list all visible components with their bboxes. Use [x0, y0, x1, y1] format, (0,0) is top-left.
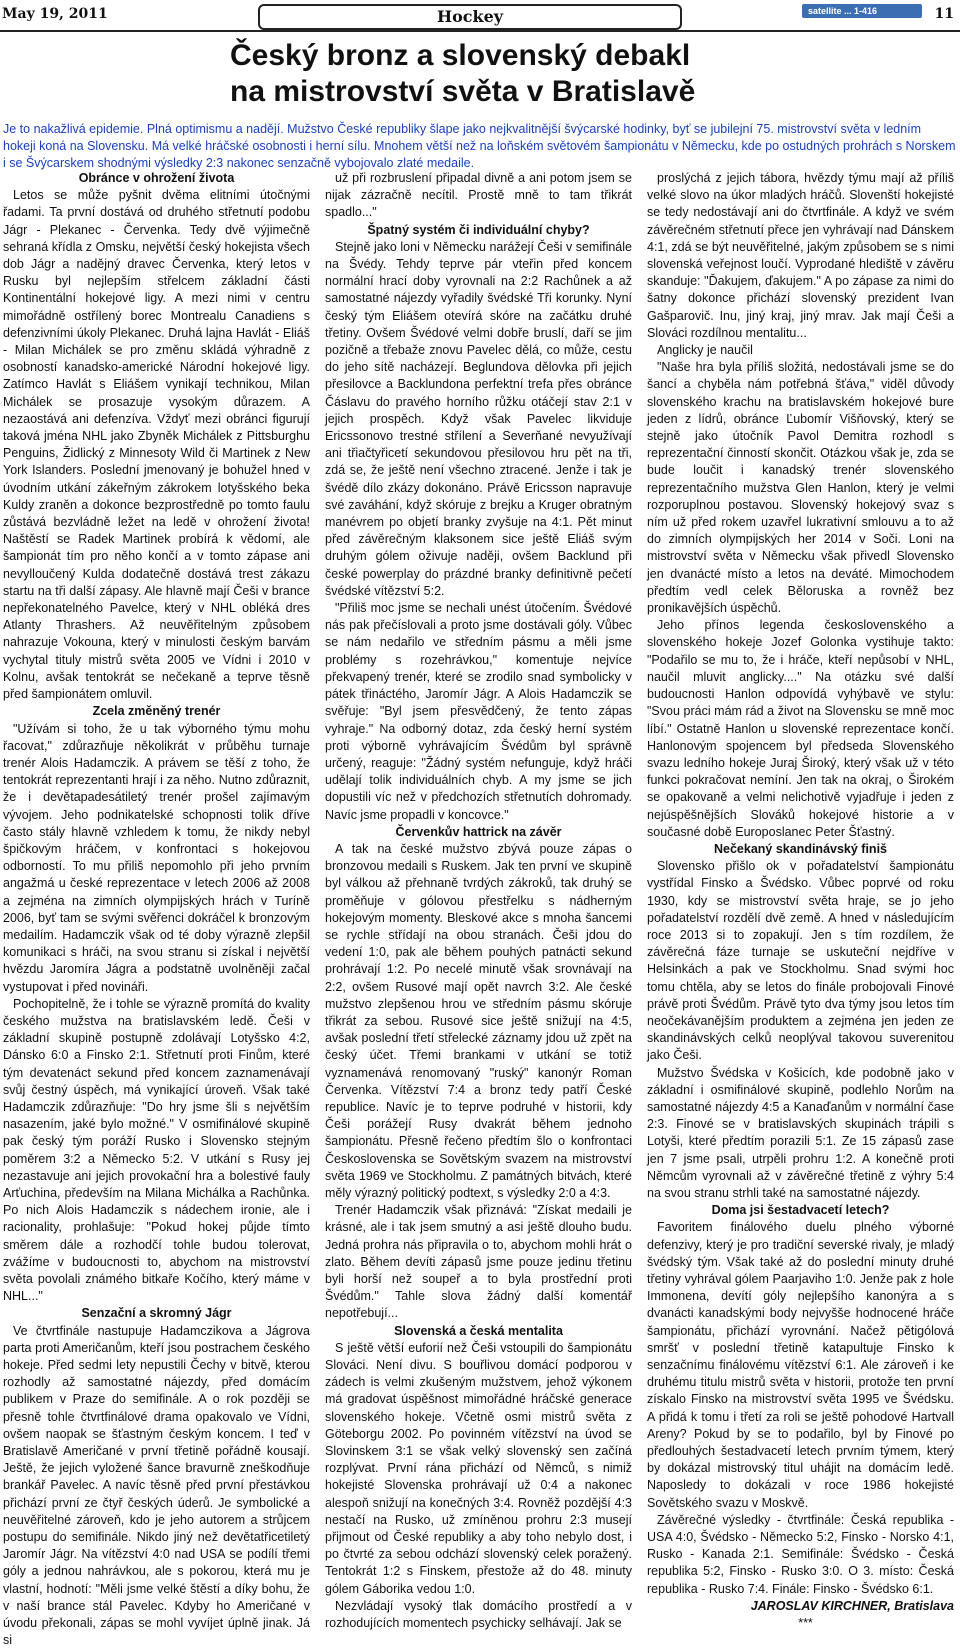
article-column-3: [647, 170, 954, 1632]
subheading: Zcela změněný trenér: [92, 704, 221, 719]
sponsor-logo: satellite ... 1-416: [802, 4, 922, 18]
author-signature: JAROSLAV KIRCHNER, Bratislava: [750, 1598, 954, 1613]
paragraph: Pochopitelně, že i tohle se výrazně promítá do kvality českého mužstva na bratislavském ledě. Češi v základní skupině postupně zdolávají Lotyšsko 4:2, Dánsko 6:0 a Finsko 2:1. Střetnutí proti Finům, které tým devatenáct sekund před koncem zaznamenávají svůj čestný úspěch, má vynikající úroveň. Však také Hadamczik zdůrazňuje: "Do hry jsme šli s největším nasazením, jaké bylo možné." V osmifinálové skupině pak český tým poráží Rusko i Slovensko stejným poměrem 3:2 a Německo 5:2. V utkání s Rusy jej nezastavuje ani jejich provokační hra a bolestivé fauly Arťuchina, především na Milana Michálka a Rachůnka. Po nich Alois Hadamczik s nádechem ironie, ale i racionality, prohlašuje: "Pokud hokej půjde tímto směrem dále a rozhodčí tohle budou tolerovat, zvážíme v budoucnosti to, abychom na mistrovství světa povolali známého bitkaře Kočího, který máme v NHL...": [3, 996, 310, 1304]
issue-date: May 19, 2011: [2, 6, 108, 22]
subheading: Doma jsi šestadvacetí letech?: [711, 1203, 890, 1218]
subheading: Nečekaný skandinávský finiš: [713, 841, 887, 856]
paragraph: Nezvládají vysoký tlak domácího prostředí a v rozhodujících momentech psychicky selhávají. Jak se: [325, 1598, 632, 1631]
paragraph: Trenér Hadamczik však přiznává: "Získat medaili je krásné, ale i tak jsem smutný a asi ještě dlouho budu. Jedná prohra nás připravila o to, abychom mohli hrát o zlato. Během devíti zápasů jsme pouze jedinu třetinu byli horší než soupeř a to byla prostřední proti Švédům." Tahle slova žádný další komentář nepotřebují...: [325, 1203, 632, 1321]
paragraph: Stejně jako loni v Německu narážejí Češi v semifinále na Švédy. Tehdy teprve pár vteřin před koncem normální hrací doby vyrovnali na 2:2 Rachůnek a až samostatné nájezdy vyřadily švédské Tři korunky. Nyní český tým Eliášem otevírá skóre na začátku druhé třetiny. Ovšem Švédové velmi dobře bruslí, daří se jim pozičně a třebaže znovu Pavelec dělá, co může, cestu do jeho sítě nacházejí. Beglundova dělovka při jejich přesilovce a Backlundona perfektní trefa přes obránce Čáslavu do pravého horního růžku otáčejí stav 2:1 v jejich prospěch. Když však Pavelec likviduje Ericssonovo trestné střílení a Severňané nevyužívají ani třiačtyřicetí sekundovou přesilovou hru pět na tři, zdá se, že ještě není všechno ztracené. Jenže i tak je švédě dílo zkázy dokonáno. Právě Ericsson napravuje své zaváhání, když skóruje z brejku a Kruger obratným manévrem po objetí branky zvyšuje na 4:1. Pět minut před závěrečným klaksonem sice ještě Eliáš svým druhým gólem oživuje naději, ovšem Backlund při české powerplay do prázdné branky definitivně pečetí švédské vítězství 5:2.: [325, 239, 632, 598]
paragraph: S ještě větší euforií než Češi vstoupili do šampionátu Slováci. Není divu. S bouřlivou domácí podporou v zádech is velmi zkušeným mužstvem, jehož výkonem má gradovat úspěšnost mimořádné hráčské generace slovenského hokeje. Včetně osmi mistrů světa z Göteborgu 2002. Po povinném vítězství na úvod se Slovinskem 3:1 se však velký slovenský sen začíná rozplývat. První rána přichází od Němců, s nimiž hokejisté Slovenska prohrávají už 0:4 a nakonec alespoň snižují na konečných 3:4. Rovněž pozdější 4:3 nestačí na Rusko, už zmíněnou prohru 2:3 musejí přijmout od České republiky a aby toho nebylo dost, i po čtvrté za sebou odchází slovenský celek poražený. Tentokrát 1:2 s Finskem, přestože až do 48. minuty gólem Gáborika vedou 1:0.: [325, 1340, 632, 1596]
paragraph: Mužstvo Švédska v Košicích, kde podobně jako v základní i osmifinálové skupině, podlehlo Norům na samostatné nájezdy 4:5 a Kanaďanům v normální čase 2:3. Finové se v bratislavských skupinách trápili s Lotyši, které předtím porazili 5:1. Ze 15 zápasů zase jen 7 jsme psali, utrpěli prohru 1:2. A konečně proti Němcům vyrovnali až v závěrečné třetině z výhry 5:4 na svou stranu strhli také na samostatné nájezdy.: [647, 1065, 954, 1200]
paragraph: "Naše hra byla příliš složitá, nedostávali jsme se do šancí a chyběla nám potřebná šťáva," viděl důvody slovenského krachu na bratislavském hokejové bure jeden z lídrů, obránce Ľubomír Višňovský, který se stejně jako útočník Pavol Demitra rozhodl s reprezentační činností skončit. Otázkou však je, zda se bude loučit i kanadský trenér slovenského reprezentačního mužstva Glen Hanlon, který je velmi rozporuplnou postavou. Slovenský hokejový svaz s ním už před rokem uzavřel lukrativní smlouvu a to až do zimních olympijských her 2014 v Soči. Loni na mistrovství světa v Německu však přivedl Slovensko jen dvanácté místo a letos na deváté. Mimochodem předtím vedl celek Běloruska a rovněž bez pronikavějších úspěchů.: [647, 360, 954, 616]
subheading: Obránce v ohrožení života: [78, 171, 235, 185]
article-column-1: [3, 170, 310, 1649]
subheading: Červenkův hattrick na závěr: [395, 824, 562, 839]
paragraph: A tak na české mužstvo zbývá pouze zápas o bronzovou medaili s Ruskem. Jak ten první ve skupině byl válkou až přehnaně tvrdých zákroků, tak druhý se proměňuje v gólovou přestřelku s nádherným hokejovým momenty. Bleskové akce s mnoha šancemi se rychle střídají na obou stranách. Češi jdou do vedení 1:0, pak ale během pouhých patnácti sekund prohrávají 1:2. Po necelé minutě však srovnávají na 2:2, ovšem Rusové mají opět navrch 3:2. Ale české mužstvo zlepšenou hrou ve středním pásmu skóruje třikrát za sebou. Rusové sice ještě snižují na 4:5, avšak poslední třetí střelecké záznamy jdou už zpět na český účet. Třemi brankami v utkání se totiž vyznamenává renomovaný "ruský" kanonýr Roman Červenka. Vítězství 7:4 a bronz tedy patří České republice. Navíc je to teprve podruhé v historii, kdy Češi porážejí Rusy dvakrát během jednoho šampionátu. Přesně řečeno předtím šlo o konfrontaci Československa se Sovětským svazem na mistrovství světa 1969 ve Stockholmu. Z památných bitvách, které měly výrazný politický podtext, s výsledky 2:0 a 4:3.: [325, 841, 632, 1200]
paragraph: Slovensko přišlo ok v pořadatelství šampionátu vystřídal Finsko a Švédsko. Vůbec poprvé od roku 1930, kdy se mistrovství světa hraje, se jo jeho pořadatelství rozdělí dvě země. A hned v následujícím roce 2013 si to zopakují. Jen s tím rozdílem, že závěrečná fáze turnaje se uskuteční nejdříve v Helsinkách a pak ve Stockholmu. Snad svými hoc tomu chtěla, aby se letos do finále probojovali Finové právě proti Švédům. Právě tyto dva týmy jsou letos tím neočekávanějším produktem a zejména jen jeden ze skandinávských celků neoplýval takovou suverenitou jako Češi.: [647, 859, 954, 1063]
end-mark: ***: [798, 1616, 813, 1631]
article-headline: [230, 38, 790, 110]
subheading: Slovenská a česká mentalita: [394, 1323, 563, 1338]
section-title: Hockey: [258, 4, 682, 30]
header-divider: [0, 30, 960, 32]
article-lead: Je to nakažlivá epidemie. Plná optimismu a nadějí. Mužstvo České republiky šlape jako nejkvalitnější švýcarské hodinky, byť se jubilejní 75. mistrovství světa v ledním hokeji koná na Slovensku. Má velké hráčské osobnosti i herní sílu. Mnohem větší než na loňském světovém šampionátu v Německu, kde po ostudných prohrách s Norskem i se Švýcarskem shodnými výsledky 2:3 nakonec senzačně vybojovalo zlaté medaile.: [3, 122, 956, 170]
paragraph: Závěrečné výsledky - čtvrtfinále: Česká republika - USA 4:0, Švédsko - Německo 5:2, Finsko - Norsko 4:1, Rusko - Kanada 2:1. Semifinále: Švédsko - Česká republika 5:2, Finsko - Rusko 3:0. O 3. místo: Česká republika - Rusko 7:4. Finále: Finsko - Švédsko 6:1.: [647, 1512, 954, 1596]
paragraph: Anglicky je naučil: [657, 343, 753, 358]
paragraph: "Užívám si toho, že u tak výborného týmu mohu řacovat," zdůrazňuje několikrát v průběhu turnaje trenér Alois Hadamczik. A právem se těší z toho, že tentokrát reprezentanti hrají i za něho. Nutno zdůraznit, že i devětapadesátiletý trenér prošel zajímavým vývojem. Jeho podnikatelské schopnosti tolik dříve často stály hlavně vzhledem k tomu, že nikdy nebyl špičkovým hráčem, v konfrontaci s hokejovou odborností. To mu přiliš nepomohlo při jeho prvním angažmá u české reprezentace v letech 2006 až 2008 a zejména na zimních olympijských hrách v Turíně 2006, byť tam se svými svěřenci dokráčel k bronzovým medailím. Hadamczik však od té doby výrazně zlepšil komunikaci s hráči, na svou stranu si získal i největší hvězdu Jaromíra Jágra a podstatně uvolněněji začal vystupovat i před novináři.: [3, 721, 310, 994]
subheading: Špatný systém či individuální chyby?: [367, 222, 590, 237]
subheading: Senzační a skromný Jágr: [81, 1306, 232, 1321]
page-header: [0, 0, 960, 32]
paragraph: Ve čtvrtfinále nastupuje Hadamczikova a Jágrova parta proti Američanům, kteří jsou postrachem českého hokeje. Před sedmi lety nepustili Čechy v bitvě, kterou rozhodly až samostatné nájezdy, před domácím publikem v Praze do semifinále. A o rok později se přesně tohle čtvrtfinálové drama opakovalo ve Vídni, ovšem naopak se šťastným českým koncem. I teď v Bratislavě Američané v první třetině pořádně kousají. Ještě, že jejich vyložené šance bravurně zneškodňuje brankář Pavelec. A navíc těsně před první přestávkou přichází první ze čtyř českých úderů. Je symbolické a neuvěřitelné zároveň, kdo je jeho autorem a strůjcem postupu do semifinále. Nikdo jiný než devětatřicetiletý Jaromír Jágr. Na vítězství 4:0 nad USA se podílí třemi góly a jednou nahrávkou, ale s pokorou, která mu je vlastní, hodnotí: "Měli jsme velké štěstí a díky bohu, že v naší brance stál Pavelec. Kdyby ho Američané v úvodu překonali, zápas se mohl vyvíjet úplně jinak. Já si: [3, 1323, 310, 1648]
page-number: 11: [934, 6, 954, 22]
paragraph: už při rozbruslení připadal divně a ani potom jsem se nijak zázračně necítil. Prostě mně to tam třikrát spadlo...": [325, 171, 632, 220]
paragraph: Favoritem finálového duelu plného výborné defenzivy, který je pro tradiční severské rivaly, je mladý švédský tým. Však také až do poslední minuty druhé třetiny vyhrával gólem Paarjaviho 1:0. Jenže pak z hole Immonena, devítí gólу nejlepšího kanonýra a s dvanácti kanadskými body nejvyšše hodnocené hráče šampionátu, přichází vyrovnání. Načež pětigólová smršť v poslední třetině katapultuje Finsko k senzačnímu finálovému vítězství 6:1. Ale zároveň i ke druhému titulu mistrů světa v historii, protože ten první získalo Finsko na mistrovství světa 1995 ve Švédsku. A přidá k tomu i třetí za roli se ještě pohodové Hartvall Areny? Pokud by se to podařilo, byl by Finové po předlouhých šestadvacetí letech prvním týmem, který by dokázal mistrovský titul uhájit na domácím ledě. Naposledy to dokázali v roce 1986 hokejisté Sovětského svazu v Moskvě.: [647, 1220, 954, 1510]
article-column-2: [325, 170, 632, 1632]
headline-line-2: na mistrovství světa v Bratislavě: [230, 75, 696, 108]
paragraph: proslýchá z jejich tábora, hvězdy týmu mají až příliš velké slovo na úkor mladých hráčů. Slovenští hokejisté se tedy nedostávají ani do čtvrtfinále. A když ve svém závěrečném střetnutí přece jen vyhrávají nad Dánskem 4:1, zdá se být neuvěřitelné, jakým způsobem se s nimi slovenská veřejnost loučí. Vyprodané hlediště v závěru skanduje: "Ďakujem, ďakujem." A po zápase za nimi do šatny dokonce přichází slovenský prezident Ivan Gašparovič. Inu, jiný kraj, jiný mrav. Jak mají Češi a Slováci rozdílnou mentalitu...: [647, 171, 954, 340]
paragraph: Letos se může pyšnit dvěma elitními útočnými řadami. Ta první dostává od druhého střetnutí podobu Jágr - Plekanec - Červenka. Tedy dvě výjimečně sehraná křídla z Omsku, největší český hokejista všech dob Jágr a nadějný dravec Červenka, který letos v Rusku byl nejlepším střelcem základní části Kontinentální hokejové ligy. A mezi nimi v centru mimořádně ostřílený borec Montrealu Canadiens s defenzivními úkoly Plekanec. Druhá lajna Havlát - Eliáš - Milan Michálek se pro změnu skládá výhradně z osobností kanadsko-americké Národní hokejové ligy. Zatímco Havlát s Eliášem vynikají technikou, Milan Michálek se prosazuje vysokým důrazem. A nezaostává ani defenzíva. Vždyť mezi obránci figurují taková jména NHL jako Zbyněk Michálek z Pittsburghu Penguins, Židlický z Minnesoty Wild či Martinek z New York Islanders. Poslední jmenovaný je bohužel hned v úvodním utkání zákeřným zákrokem lotyšského beka Kuldy zraněn a dokonce bezprostředně po tomto faulu zůstává bezvládně ležet na ledě v ohrožení života! Naštěstí se Radek Martinek probírá k vědomí, ale šampionát tím pro něho končí a v tomto zápase ani nevylloučený Kulda dodatečně dostává trest zákazu startu na tři další zápasy. Ale hlavně mají Češi v brance nepřekonatelného Pavelce, který v NHL obléká dres Atlanty Thrashers. Až neuvěřitelným způsobem nahrazuje Vokouna, který v minulosti českým barvám vychytal tituly mistrů světa 2005 ve Vídni i 2010 v Kolnu, avšak tentokrát se nečekaně a teprve těsně před šampionátem omluvil.: [3, 188, 310, 702]
headline-line-1: Český bronz a slovenský debakl: [230, 39, 691, 72]
paragraph: "Přiliš moc jsme se nechali unést útočením. Švédové nás pak přečíslovali a proto jsme dostávali góly. Vůbec se nám nedařilo ve středním pásmu a měli jsme problémy s rozehrávkou," komentuje nejvíce překvapený trenér, které se zrodilo snad symbolicky v pátek třináctého, Jaromír Jágr. A Alois Hadamczik se svěřuje: "Byl jsem přesvědčený, že tento zápas vyhraje." Na odborný dotaz, zda český herní systém proti výborně vyhrávajícím Švédům byl správně určený, reaguje: "Žádný systém nefunguje, když hráči udělají tolik individuálních chyb. A my jsme se jich dopustili víc než v předchozích střetnutích dohromady. Navíc jsme propadli v koncovce.": [325, 601, 632, 822]
paragraph: Jeho přínos legenda československého a slovenského hokeje Jozef Golonka vystihuje takto: "Podařilo se mu to, že i hráče, kteří nepůsobí v NHL, naučil mluvit anglicky...." Na otázku své další budoucnosti Hanlon odpovídá vyhýbavě ve stylu: "Svou práci mám rád a život na Slovensku se mně moc líbí." Ostatně Hanlon u slovenské reprezentace končí. Hanlonovým spojencem byl předseda Slovenského svazu ledního hokeje Juraj Široký, který však už v této funkci pokračovat nemíní. Jen tak na okraj, o Širokém se opakovaně a velmi nelichotivě vyjadřuje i jeden z nejúspěšnějších Slováků hokejové historie a v současné době Europoslanec Peter Šťastný.: [647, 618, 954, 839]
